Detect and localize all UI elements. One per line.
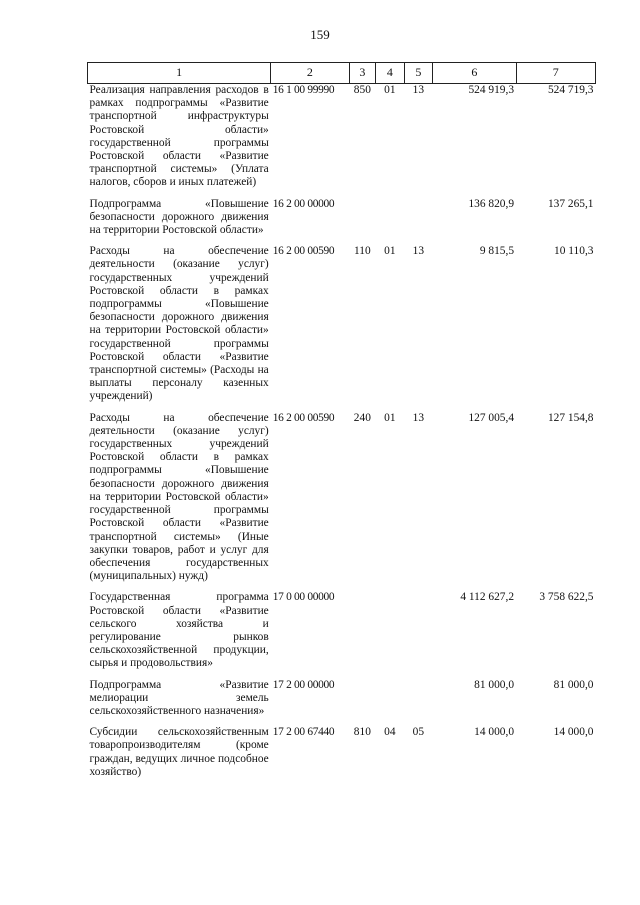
header-cell: 5 [404,63,433,84]
section: 01 [384,84,396,96]
section: 04 [384,726,396,739]
amount-col6: 136 820,9 [468,197,515,210]
row-description: Подпрограмма «Повышение безопасности дорожного движения на территории Ростовской области» [89,197,269,237]
header-cell: 6 [433,63,516,84]
target-code: 16 2 00 00590 [272,245,335,258]
amount-col7: 127 154,8 [547,411,594,424]
amount-col7: 137 265,1 [547,197,594,210]
expense-type: 240 [353,411,371,424]
subsection [404,198,433,246]
expense-type [349,198,375,246]
target-code: 16 2 00 00590 [272,411,335,424]
table-row [88,726,596,787]
amount-col6: 4 112 627,2 [460,591,515,604]
expense-type: 110 [354,245,371,258]
amount-col7: 524 719,3 [547,84,594,96]
amount-col6: 127 005,4 [468,411,515,424]
row-description: Субсидии сельскохозяйственным товаропроизводителям (кроме граждан, ведущих личное подсобное хозяйство) [89,726,269,778]
subsection: 13 [412,245,425,258]
header-cell: 7 [516,63,595,84]
table-header-row [88,63,596,84]
expense-type: 810 [353,726,371,739]
amount-col7: 3 758 622,5 [539,591,594,604]
target-code: 17 2 00 67440 [272,726,335,739]
amount-col6: 81 000,0 [474,678,515,691]
header-cell: 2 [271,63,349,84]
table-row [88,412,596,592]
section: 01 [384,245,396,258]
expense-type [349,679,375,727]
amount-col7: 14 000,0 [553,726,594,739]
row-description: Расходы на обеспечение деятельности (оказание услуг) государственных учреждений Ростовской области в рамках подпрограммы «Повышение безопасности дорожного движения на территории Ростовской области» государственной программы Ростовской области «Развитие транспортной системы» (Расходы на выплаты персоналу казенных учреждений) [89,245,269,403]
expense-type: 850 [353,84,371,96]
table-row [88,245,596,411]
row-description: Государственная программа Ростовской области «Развитие сельского хозяйства и регулирование рынков сельскохозяйственной продукции, сырья и продовольствия» [89,591,269,670]
amount-col6: 9 815,5 [479,245,515,258]
amount-col7: 10 110,3 [554,245,594,258]
amount-col6: 524 919,3 [468,84,515,96]
page-number: 159 [310,27,330,42]
target-code: 17 2 00 00000 [272,678,335,691]
section [376,591,405,678]
table-row [88,591,596,678]
row-description: Реализация направления расходов в рамках подпрограммы «Развитие транспортной инфраструктуры Ростовской области» государственной программы Ростовской области «Развитие транспортной системы» (Уплата налогов, сборов и иных платежей) [89,84,269,189]
amount-col6: 14 000,0 [474,726,515,739]
target-code: 16 2 00 00000 [272,197,335,210]
target-code: 17 0 00 00000 [272,591,335,604]
section [376,679,405,727]
header-cell: 3 [349,63,375,84]
subsection [404,591,433,678]
section: 01 [384,411,396,424]
target-code: 16 1 00 99990 [272,84,335,96]
row-description: Подпрограмма «Развитие мелиорации земель сельскохозяйственного назначения» [89,678,269,717]
table-row [88,679,596,727]
subsection [404,679,433,727]
expense-type [349,591,375,678]
table-row [88,198,596,246]
table-row [88,84,596,198]
amount-col7: 81 000,0 [553,678,594,691]
section [376,198,405,246]
subsection: 13 [412,84,425,96]
budget-table [87,62,596,787]
subsection: 05 [412,726,425,739]
row-description: Расходы на обеспечение деятельности (оказание услуг) государственных учреждений Ростовской области в рамках подпрограммы «Повышение безопасности дорожного движения на территории Ростовской области» государственной программы Ростовской области «Развитие транспортной системы» (Иные закупки товаров, работ и услуг для обеспечения государственных (муниципальных) нужд) [89,411,269,583]
header-cell: 1 [88,63,271,84]
subsection: 13 [412,411,425,424]
header-cell: 4 [376,63,405,84]
